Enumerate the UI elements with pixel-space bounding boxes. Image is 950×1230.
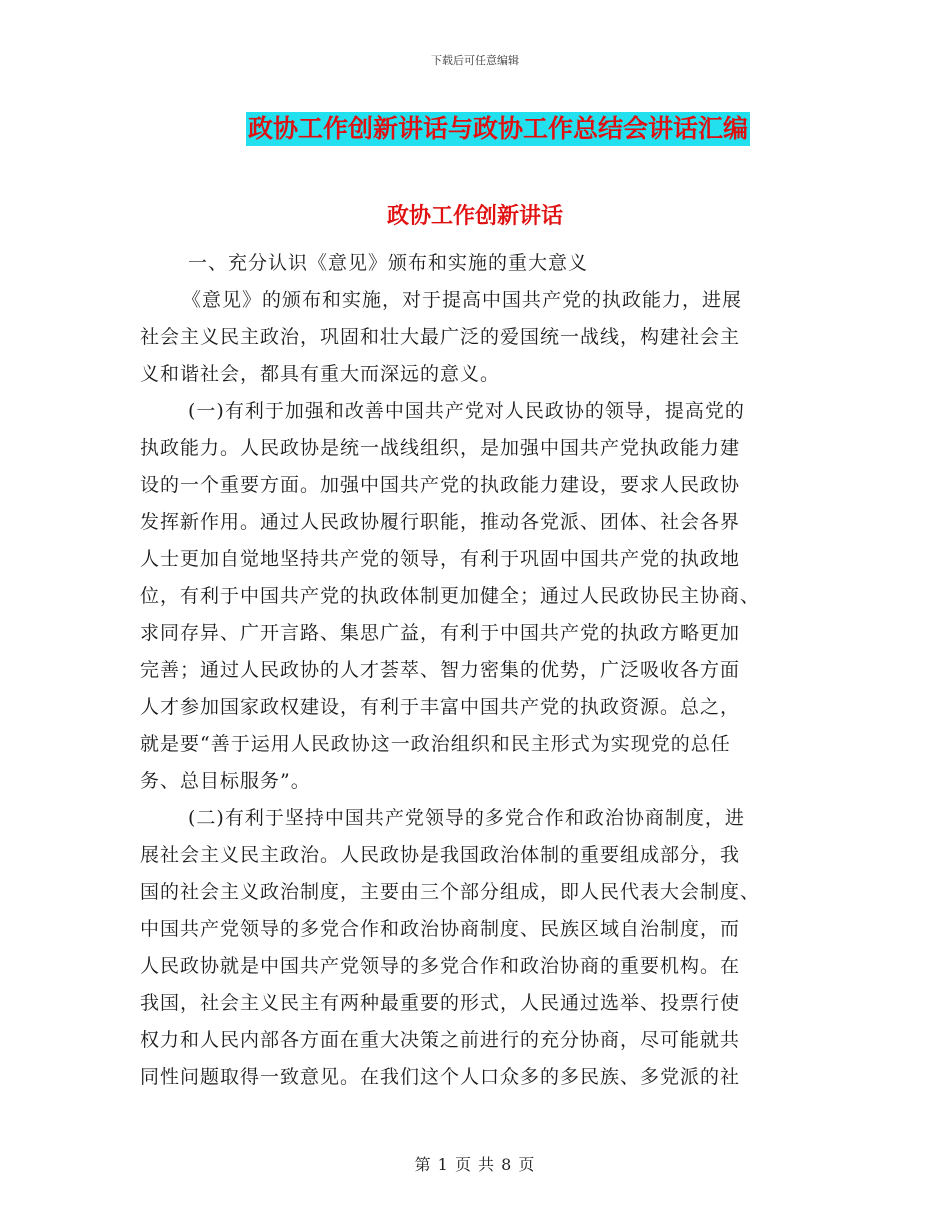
main-title: 政协工作创新讲话与政协工作总结会讲话汇编	[246, 112, 750, 146]
paragraph-line: 执政能力。人民政协是统一战线组织，是加强中国共产党执政能力建	[140, 437, 741, 459]
paragraph-line: 义和谐社会，都具有重大而深远的意义。	[140, 363, 501, 385]
section-title: 政协工作创新讲话	[386, 203, 563, 229]
paragraph-line: (二)有利于坚持中国共产党领导的多党合作和政治协商制度，进	[188, 807, 745, 829]
paragraph-line: 人民政协就是中国共产党领导的多党合作和政治协商的重要机构。在	[140, 955, 741, 977]
paragraph-line: 国的社会主义政治制度，主要由三个部分组成，即人民代表大会制度、	[140, 881, 761, 903]
paragraph-line: 展社会主义民主政治。人民政协是我国政治体制的重要组成部分，我	[140, 844, 741, 866]
heading-line: 一、充分认识《意见》颁布和实施的重大意义	[188, 252, 589, 274]
paragraph-line: 权力和人民内部各方面在重大决策之前进行的充分协商，尽可能就共	[140, 1029, 741, 1051]
paragraph-line: 就是要“善于运用人民政协这一政治组织和民主形式为实现党的总任	[140, 733, 731, 755]
paragraph-line: 完善；通过人民政协的人才荟萃、智力密集的优势，广泛吸收各方面	[140, 659, 741, 681]
body-text	[140, 245, 820, 1096]
paragraph-line: 设的一个重要方面。加强中国共产党的执政能力建设，要求人民政协	[140, 474, 741, 496]
paragraph-line: 社会主义民主政治，巩固和壮大最广泛的爱国统一战线，构建社会主	[140, 326, 741, 348]
paragraph-line: 求同存异、广开言路、集思广益，有利于中国共产党的执政方略更加	[140, 622, 741, 644]
paragraph-line: 人士更加自觉地坚持共产党的领导，有利于巩固中国共产党的执政地	[140, 548, 741, 570]
paragraph-line: 人才参加国家政权建设，有利于丰富中国共产党的执政资源。总之，	[140, 696, 741, 718]
page-number: 第 1 页 共 8 页	[414, 1155, 536, 1174]
main-title-container	[0, 112, 950, 146]
paragraph-line: 务、总目标服务”。	[140, 770, 311, 792]
paragraph-line: 位，有利于中国共产党的执政体制更加健全；通过人民政协民主协商、	[140, 585, 761, 607]
paragraph-line: 中国共产党领导的多党合作和政治协商制度、民族区域自治制度，而	[140, 918, 741, 940]
paragraph-line: 《意见》的颁布和实施，对于提高中国共产党的执政能力，进展	[182, 289, 743, 311]
paragraph-line: 发挥新作用。通过人民政协履行职能，推动各党派、团体、社会各界	[140, 511, 741, 533]
paragraph-line: 同性问题取得一致意见。在我们这个人口众多的多民族、多党派的社	[140, 1066, 741, 1088]
page-header-note: 下载后可任意编辑	[431, 54, 519, 67]
paragraph-line: 我国，社会主义民主有两种最重要的形式，人民通过选举、投票行使	[140, 992, 741, 1014]
paragraph-line: (一)有利于加强和改善中国共产党对人民政协的领导，提高党的	[188, 400, 745, 422]
